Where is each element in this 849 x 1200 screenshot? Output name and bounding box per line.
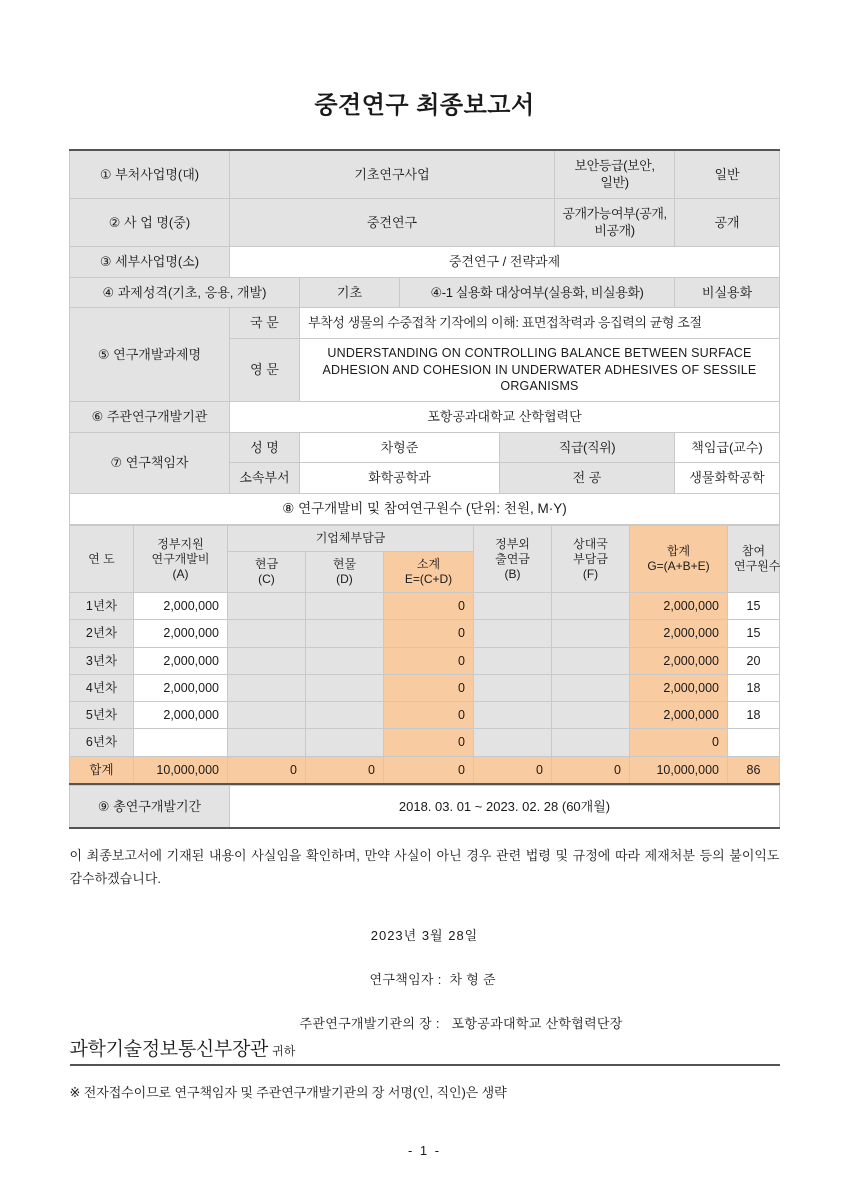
- header-in-kind-line2: (D): [336, 572, 353, 587]
- header-nongov-line1: 정부외: [495, 536, 530, 551]
- row-cash: [227, 729, 305, 756]
- row-cash: [227, 702, 305, 729]
- header-subtotal-line1: 소계: [416, 557, 441, 572]
- row6-value: 포항공과대학교 산학협력단: [229, 402, 779, 433]
- page-number: - 1 -: [407, 1143, 442, 1158]
- row-year: 6년차: [69, 729, 133, 756]
- row3-label: ③ 세부사업명(소): [69, 246, 229, 277]
- row-in-kind: [305, 620, 383, 647]
- row1-value: 기초연구사업: [229, 150, 554, 199]
- row-cash: [227, 647, 305, 674]
- minister-suffix: 귀하: [272, 1043, 296, 1058]
- declaration-text: 이 최종보고서에 기재된 내용이 사실임을 확인하며, 만약 사실이 아닌 경우 관련 법령 및 규정에 따라 제재처분 등의 불이익도 감수하겠습니다.: [69, 848, 780, 887]
- row-gov: 2,000,000: [133, 647, 227, 674]
- total-partner: 0: [552, 756, 630, 784]
- total-gov: 10,000,000: [133, 756, 227, 784]
- row-subtotal: 0: [383, 702, 473, 729]
- row8-label: ⑧ 연구개발비 및 참여연구원수 (단위: 천원, M·Y): [69, 493, 779, 524]
- table-row: [69, 493, 779, 524]
- row9-value: 2018. 03. 01 ~ 2023. 02. 28 (60개월): [230, 785, 780, 828]
- row-gov: [133, 729, 227, 756]
- row1-right-value: 일반: [675, 150, 780, 199]
- row4-label: ④ 과제성격(기초, 응용, 개발): [69, 277, 299, 308]
- table-row: [69, 620, 779, 647]
- table-row: [69, 593, 779, 620]
- org-signature-line: [70, 1013, 780, 1032]
- row-subtotal: 0: [383, 674, 473, 701]
- header-subtotal-line2: E=(C+D): [404, 572, 453, 587]
- header-subtotal: [383, 552, 473, 593]
- row-in-kind: [305, 729, 383, 756]
- header-in-kind: [305, 552, 383, 593]
- row-researchers: 20: [728, 647, 780, 674]
- row-year: 4년차: [69, 674, 133, 701]
- signature-date: 2023년 3월 28일: [370, 927, 479, 943]
- row-partner: [552, 729, 630, 756]
- row-total: 0: [630, 729, 728, 756]
- total-year: 합계: [69, 756, 133, 784]
- row7-major-label: 전 공: [499, 463, 674, 494]
- row4-right-value: 비실용화: [675, 277, 780, 308]
- row-partner: [552, 593, 630, 620]
- budget-header-row-1: [69, 526, 779, 552]
- row-year: 2년차: [69, 620, 133, 647]
- table-row: [69, 198, 779, 246]
- row1-label: ① 부처사업명(대): [69, 150, 229, 199]
- row5-label: ⑤ 연구개발과제명: [69, 308, 229, 402]
- row-gov: 2,000,000: [133, 593, 227, 620]
- row-nongov: [474, 647, 552, 674]
- row2-value: 중견연구: [229, 198, 554, 246]
- header-total-line1: 합계: [666, 544, 691, 559]
- row-partner: [552, 620, 630, 647]
- org-label: 주관연구개발기관의 장 :: [299, 1015, 440, 1031]
- row-researchers: 18: [728, 674, 780, 701]
- row-total: 2,000,000: [630, 647, 728, 674]
- row-year: 3년차: [69, 647, 133, 674]
- table-row: [69, 246, 779, 277]
- table-row: [69, 647, 779, 674]
- table-row: [69, 702, 779, 729]
- header-nongov-line3: (B): [504, 566, 521, 581]
- pi-name: 차 형 준: [449, 971, 496, 987]
- header-gov-fund: [133, 526, 227, 593]
- row-in-kind: [305, 674, 383, 701]
- header-gov-fund-line3: (A): [172, 566, 189, 581]
- row-in-kind: [305, 647, 383, 674]
- row-cash: [227, 620, 305, 647]
- row-year: 5년차: [69, 702, 133, 729]
- header-cash: [227, 552, 305, 593]
- project-period-table: [69, 785, 780, 830]
- row9-label: ⑨ 총연구개발기간: [70, 785, 230, 828]
- header-gov-fund-line1: 정부지원: [157, 536, 204, 551]
- budget-table: [69, 525, 780, 785]
- project-info-table: [69, 149, 780, 525]
- table-row: [69, 308, 779, 339]
- row-nongov: [474, 729, 552, 756]
- row7-dept-value: 화학공학과: [299, 463, 499, 494]
- row7-major-value: 생물화학공학: [675, 463, 780, 494]
- row-nongov: [474, 702, 552, 729]
- header-partner-line1: 상대국: [573, 536, 608, 551]
- row-total: 2,000,000: [630, 593, 728, 620]
- header-researchers-line1: 참여: [741, 544, 766, 559]
- row-subtotal: 0: [383, 729, 473, 756]
- header-nongov-line2: 출연금: [495, 551, 530, 566]
- table-row: [69, 277, 779, 308]
- org-name: 포항공과대학교 산학협력단장: [451, 1015, 623, 1031]
- minister-name: 과학기술정보통신부장관: [69, 1038, 269, 1060]
- row7-position-value: 책임급(교수): [675, 432, 780, 463]
- row-cash: [227, 674, 305, 701]
- page-title: 중견연구 최종보고서: [314, 92, 535, 119]
- row3-value: 중견연구 / 전략과제: [229, 246, 779, 277]
- header-company-group: 기업체부담금: [227, 526, 473, 552]
- header-researchers: [728, 526, 780, 593]
- budget-total-row: [69, 756, 779, 784]
- header-partner: [552, 526, 630, 593]
- row-researchers: 15: [728, 620, 780, 647]
- total-researchers: 86: [728, 756, 780, 784]
- minister-addressee: [70, 1034, 780, 1066]
- header-cash-line2: (C): [258, 572, 275, 587]
- header-total-line2: G=(A+B+E): [647, 559, 710, 574]
- row2-label: ② 사 업 명(중): [69, 198, 229, 246]
- row-partner: [552, 702, 630, 729]
- row-gov: 2,000,000: [133, 620, 227, 647]
- row7-name-value: 차형준: [299, 432, 499, 463]
- header-gov-fund-line2: 연구개발비: [151, 551, 210, 566]
- total-nongov: 0: [474, 756, 552, 784]
- total-in-kind: 0: [305, 756, 383, 784]
- row2-right-value: 공개: [675, 198, 780, 246]
- row-gov: 2,000,000: [133, 702, 227, 729]
- table-row: [69, 150, 779, 199]
- pi-signature-line: [70, 969, 780, 988]
- row5-korean-label: 국 문: [229, 308, 299, 339]
- row-gov: 2,000,000: [133, 674, 227, 701]
- total-subtotal: 0: [383, 756, 473, 784]
- row4-value: 기초: [299, 277, 399, 308]
- pi-label: 연구책임자 :: [369, 971, 442, 987]
- row-nongov: [474, 620, 552, 647]
- table-row: [69, 729, 779, 756]
- table-row: [69, 402, 779, 433]
- footnote-text: ※ 전자접수이므로 연구책임자 및 주관연구개발기관의 장 서명(인, 직인)은 생략: [69, 1084, 507, 1100]
- header-nongov: [474, 526, 552, 593]
- table-row: [69, 432, 779, 463]
- row-researchers: 15: [728, 593, 780, 620]
- row7-label: ⑦ 연구책임자: [69, 432, 229, 493]
- row-nongov: [474, 674, 552, 701]
- row6-label: ⑥ 주관연구개발기관: [69, 402, 229, 433]
- row-researchers: 18: [728, 702, 780, 729]
- row-cash: [227, 593, 305, 620]
- row-subtotal: 0: [383, 647, 473, 674]
- row-total: 2,000,000: [630, 674, 728, 701]
- header-cash-line1: 현금: [254, 557, 279, 572]
- row4-right-label: ④-1 실용화 대상여부(실용화, 비실용화): [399, 277, 674, 308]
- row-total: 2,000,000: [630, 702, 728, 729]
- row5-english-value: UNDERSTANDING ON CONTROLLING BALANCE BETWEEN SURFACE ADHESION AND COHESION IN UNDERWATER ADHESIVES OF SESSILE ORGANISMS: [299, 338, 779, 402]
- row-in-kind: [305, 593, 383, 620]
- header-partner-line3: (F): [582, 566, 599, 581]
- row5-english-label: 영 문: [229, 338, 299, 402]
- row-total: 2,000,000: [630, 620, 728, 647]
- row-subtotal: 0: [383, 620, 473, 647]
- row7-position-label: 직급(직위): [499, 432, 674, 463]
- row7-name-label: 성 명: [229, 432, 299, 463]
- row-nongov: [474, 593, 552, 620]
- row2-right-label: 공개가능여부(공개, 비공개): [555, 198, 675, 246]
- header-researchers-line2: 연구원수: [734, 559, 781, 574]
- row7-dept-label: 소속부서: [229, 463, 299, 494]
- row-in-kind: [305, 702, 383, 729]
- header-total: [630, 526, 728, 593]
- signature-block: [70, 925, 780, 1032]
- row-partner: [552, 674, 630, 701]
- row-researchers: [728, 729, 780, 756]
- row-subtotal: 0: [383, 593, 473, 620]
- header-year: 연 도: [69, 526, 133, 593]
- total-cash: 0: [227, 756, 305, 784]
- row5-korean-value: 부착성 생물의 수중접착 기작에의 이해: 표면접착력과 응집력의 균형 조절: [299, 308, 779, 339]
- header-in-kind-line1: 현물: [332, 557, 357, 572]
- total-total: 10,000,000: [630, 756, 728, 784]
- header-partner-line2: 부담금: [573, 551, 608, 566]
- row-year: 1년차: [69, 593, 133, 620]
- row-partner: [552, 647, 630, 674]
- row1-right-label: 보안등급(보안, 일반): [555, 150, 675, 199]
- table-row: [70, 785, 780, 828]
- table-row: [69, 674, 779, 701]
